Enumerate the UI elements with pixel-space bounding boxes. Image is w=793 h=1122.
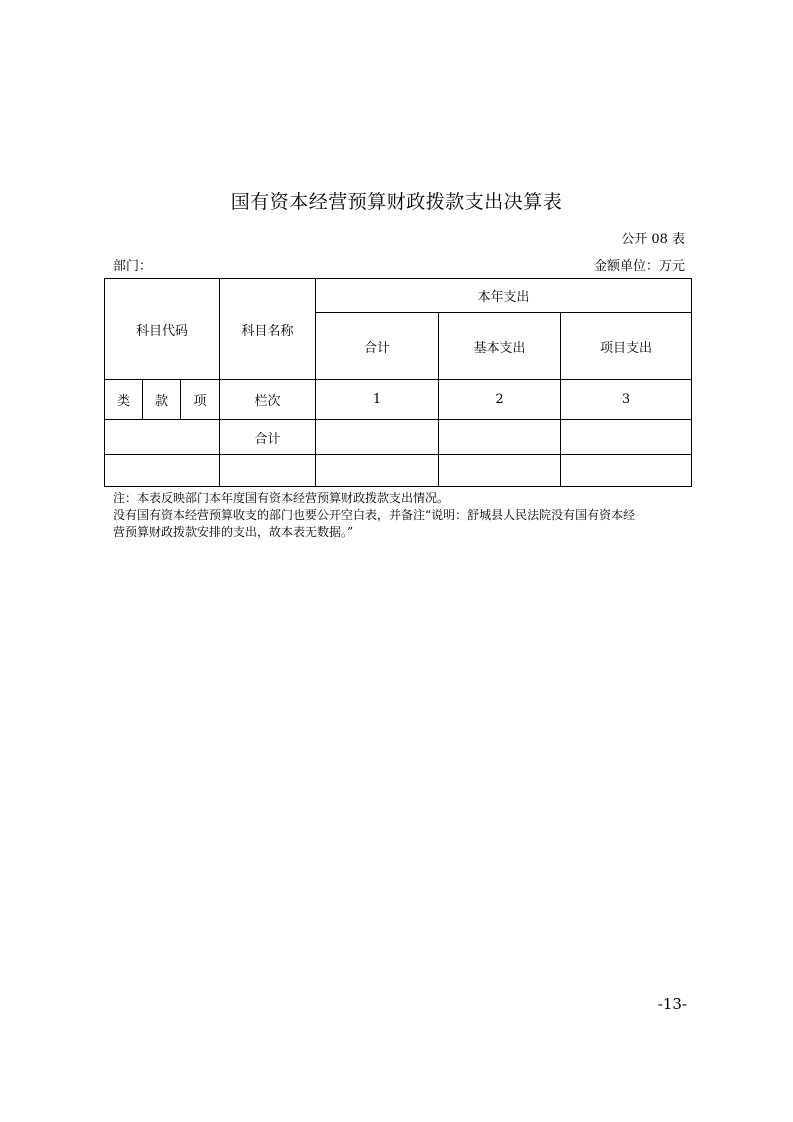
note-line-1: 注：本表反映部门本年度国有资本经营预算财政拨款支出情况。	[113, 491, 450, 505]
column-label: 栏次	[220, 380, 316, 420]
subject-name-header: 科目名称	[220, 279, 316, 380]
page-title: 国有资本经营预算财政拨款支出决算表	[230, 191, 563, 213]
notes	[113, 490, 703, 541]
empty-row-code-cell	[105, 455, 220, 487]
total-row-code-cell	[105, 420, 220, 455]
total-header: 合计	[316, 313, 439, 380]
total-row-label: 合计	[220, 420, 316, 455]
total-row-project-cell	[561, 420, 692, 455]
subject-code-header: 科目代码	[105, 279, 220, 380]
total-row-basic-cell	[439, 420, 561, 455]
basic-expenditure-header: 基本支出	[439, 313, 561, 380]
empty-row-total-cell	[316, 455, 439, 487]
form-code: 公开 08 表	[621, 232, 685, 247]
column-1: 1	[316, 380, 439, 420]
current-year-expenditure-header: 本年支出	[316, 279, 692, 313]
total-row-total-cell	[316, 420, 439, 455]
total-row	[105, 420, 692, 455]
note-line-3: 营预算财政拨款安排的支出，故本表无数据。”	[113, 525, 354, 539]
expenditure-table	[104, 278, 692, 487]
column-index-row	[105, 380, 692, 420]
empty-row-basic-cell	[439, 455, 561, 487]
amount-unit-label: 金额单位：万元	[593, 259, 685, 274]
section-header: 款	[143, 380, 181, 420]
empty-row-project-cell	[561, 455, 692, 487]
column-3: 3	[561, 380, 692, 420]
empty-row-name-cell	[220, 455, 316, 487]
header-row-1	[105, 279, 692, 313]
page-number: -13-	[657, 995, 687, 1013]
empty-row	[105, 455, 692, 487]
project-expenditure-header: 项目支出	[561, 313, 692, 380]
department-label: 部门：	[113, 259, 153, 274]
column-2: 2	[439, 380, 561, 420]
item-header: 项	[181, 380, 220, 420]
note-line-2: 没有国有资本经营预算收支的部门也要公开空白表，并备注“说明：舒城县人民法院没有国有资本经	[113, 508, 636, 522]
category-header: 类	[105, 380, 143, 420]
